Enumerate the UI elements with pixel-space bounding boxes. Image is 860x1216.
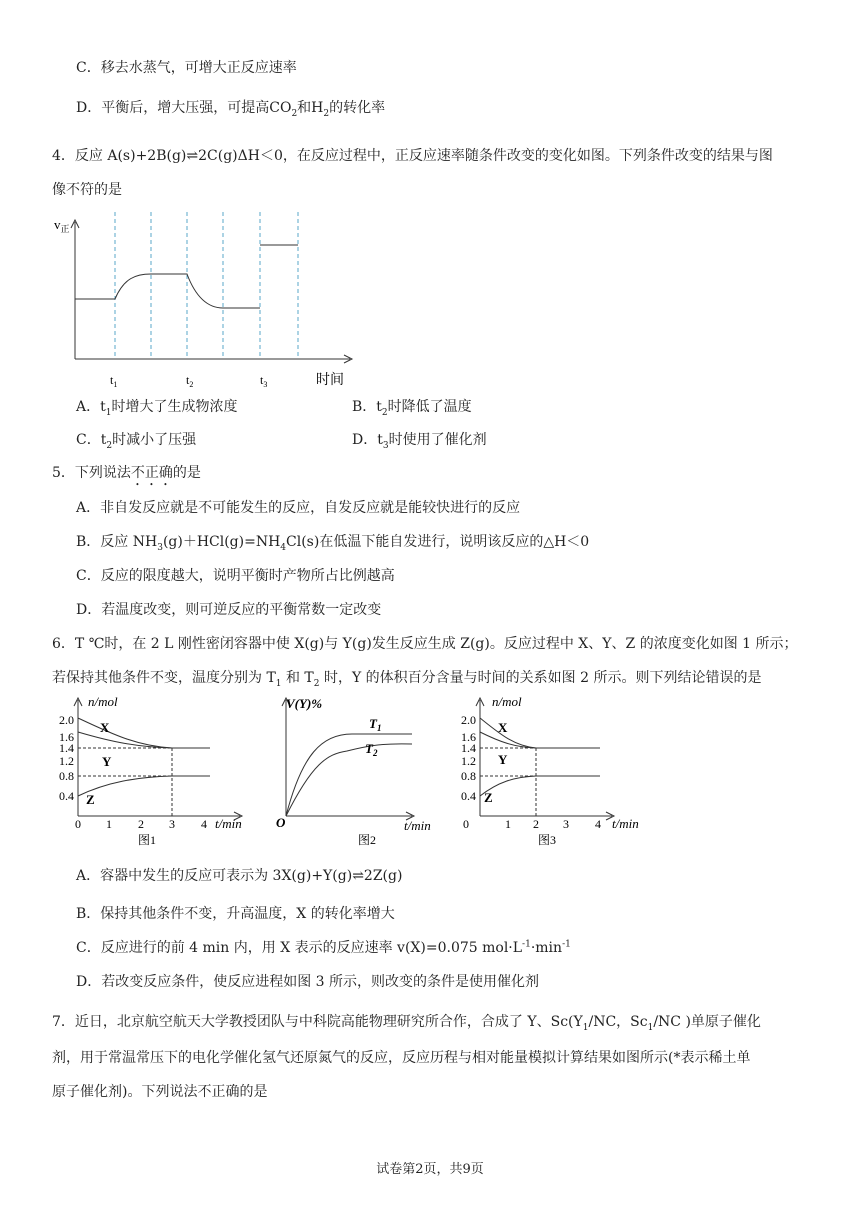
q4-stem-line2: 像不符的是: [52, 182, 122, 198]
fig1-ytick: 0.4: [59, 789, 74, 803]
fig3-xtick: 2: [533, 817, 539, 831]
fig1-origin: 0: [75, 817, 81, 831]
q7-stem-line2: 剂，用于常温常压下的电化学催化氢气还原氮气的反应，反应历程与相对能量模拟计算结果如图所示(*表示稀土单: [52, 1050, 751, 1066]
fig3-ytick: 1.6: [461, 730, 476, 744]
fig3-ytick: 1.2: [461, 754, 476, 768]
fig1-curve-y-label: Y: [102, 754, 112, 769]
fig1-xtick: 1: [106, 817, 112, 831]
q6-figure-1: [52, 694, 252, 846]
q4-rate-time-figure: [48, 212, 368, 390]
q6-option-c: C．反应进行的前 4 min 内，用 X 表示的反应速率 v(X)=0.075 $mol\cdot L^{-1}\cdot\min^{-1}$: [76, 939, 571, 956]
fig3-caption: 图3: [538, 833, 557, 846]
q4-x-axis-label: 时间: [316, 373, 344, 388]
fig1-ytick: 1.4: [59, 741, 74, 755]
q6-figure-2: [272, 694, 444, 846]
q5-option-a: A．非自发反应就是不可能发生的反应，自发反应就是能较快进行的反应: [76, 500, 521, 516]
q4-option-c: C．$t_2$时减小了压强: [76, 432, 197, 451]
fig3-x-label: t/min: [612, 816, 639, 831]
fig2-curve-t2-label: $T_2$: [365, 741, 378, 758]
fig1-ytick: 1.2: [59, 754, 74, 768]
q3-option-d: D．平衡后，增大压强，可提高$CO_2$和$H_2$的转化率: [76, 100, 386, 119]
fig1-x-label: t/min: [215, 816, 242, 831]
q5-option-c: C．反应的限度越大，说明平衡时产物所占比例越高: [76, 568, 395, 584]
fig2-y-label: V(Y)%: [286, 696, 323, 711]
fig3-curve-y-label: Y: [498, 752, 508, 767]
fig3-ytick: 0.8: [461, 769, 476, 783]
fig1-ytick: 2.0: [59, 713, 74, 727]
fig3-ytick: 2.0: [461, 713, 476, 727]
fig3-y-label: n/mol: [492, 694, 522, 709]
fig1-xtick: 4: [201, 817, 207, 831]
fig1-ytick: 0.8: [59, 769, 74, 783]
fig3-curve-x-label: X: [498, 720, 508, 735]
fig2-curve-t1-label: $T_1$: [369, 716, 382, 733]
page-footer: 试卷第2页，共9页: [376, 1162, 484, 1177]
fig3-ytick: 1.4: [461, 741, 476, 755]
q3-option-c: C．移去水蒸气，可增大正反应速率: [76, 60, 297, 76]
q6-option-b: B．保持其他条件不变，升高温度，X 的转化率增大: [76, 906, 395, 922]
q6-stem-line2: 若保持其他条件不变，温度分别为 $T_1$ 和 $T_2$ 时，Y 的体积百分含量与时间的关系如图 2 所示。则下列结论错误的是: [52, 670, 762, 689]
fig2-caption: 图2: [358, 833, 377, 846]
fig3-xtick: 1: [505, 817, 511, 831]
q4-option-b: B．$t_2$时降低了温度: [352, 399, 472, 418]
q7-stem-line3: 原子催化剂)。下列说法不正确的是: [52, 1084, 268, 1100]
q6-option-d: D．若改变反应条件，使反应进程如图 3 所示，则改变的条件是使用催化剂: [76, 974, 540, 990]
fig1-caption: 图1: [138, 833, 157, 846]
fig1-ytick: 1.6: [59, 730, 74, 744]
q4-tick-t3: $t_3$: [260, 373, 268, 389]
fig3-xtick: 4: [595, 817, 601, 831]
q6-option-a: A．容器中发生的反应可表示为 3X(g)+Y(g)⇌2Z(g): [76, 868, 403, 884]
q4-option-a: A．$t_1$时增大了生成物浓度: [76, 399, 238, 418]
q7-stem-line1: 7．近日，北京航空航天大学教授团队与中科院高能物理研究所合作，合成了 Y、$Sc(Y_1/NC$，$Sc_1/NC$ )单原子催化: [52, 1014, 761, 1033]
fig1-curve-x-label: X: [100, 720, 110, 735]
q6-stem-line1: 6．T ℃时，在 2 L 刚性密闭容器中使 X(g)与 Y(g)发生反应生成 Z(g)。反应过程中 X、Y、Z 的浓度变化如图 1 所示；: [52, 636, 798, 652]
q5-option-d: D．若温度改变，则可逆反应的平衡常数一定改变: [76, 602, 382, 618]
fig1-y-label: n/mol: [88, 694, 118, 709]
q6-figure-3: [448, 694, 654, 846]
fig3-ytick: 0.4: [461, 789, 476, 803]
q4-stem: 4．反应 A(s)+2B(g)⇌2C(g)ΔH＜0，在反应过程中，正反应速率随条件改变的变化如图。下列条件改变的结果与图: [52, 148, 773, 164]
fig1-xtick: 3: [169, 817, 175, 831]
q4-tick-t1: $t_1$: [110, 373, 118, 389]
fig1-xtick: 2: [138, 817, 144, 831]
fig3-xtick: 3: [563, 817, 569, 831]
q5-stem: 5．下列说法不正确的是: [52, 465, 201, 481]
q4-y-axis-label: $v_正$: [54, 217, 70, 234]
q4-tick-t2: $t_2$: [186, 373, 194, 389]
fig2-x-label: t/min: [404, 818, 431, 833]
q5-option-b: B．反应 $NH_3(g)+HCl(g)=NH_4Cl(s)$在低温下能自发进行，说明该反应的△H＜0: [76, 534, 590, 553]
fig1-curve-z-label: Z: [86, 792, 95, 807]
fig3-curve-z-label: Z: [484, 790, 493, 805]
q4-option-d: D．$t_3$时使用了催化剂: [352, 432, 487, 451]
fig3-origin: 0: [463, 817, 469, 831]
fig2-origin: O: [276, 815, 286, 830]
